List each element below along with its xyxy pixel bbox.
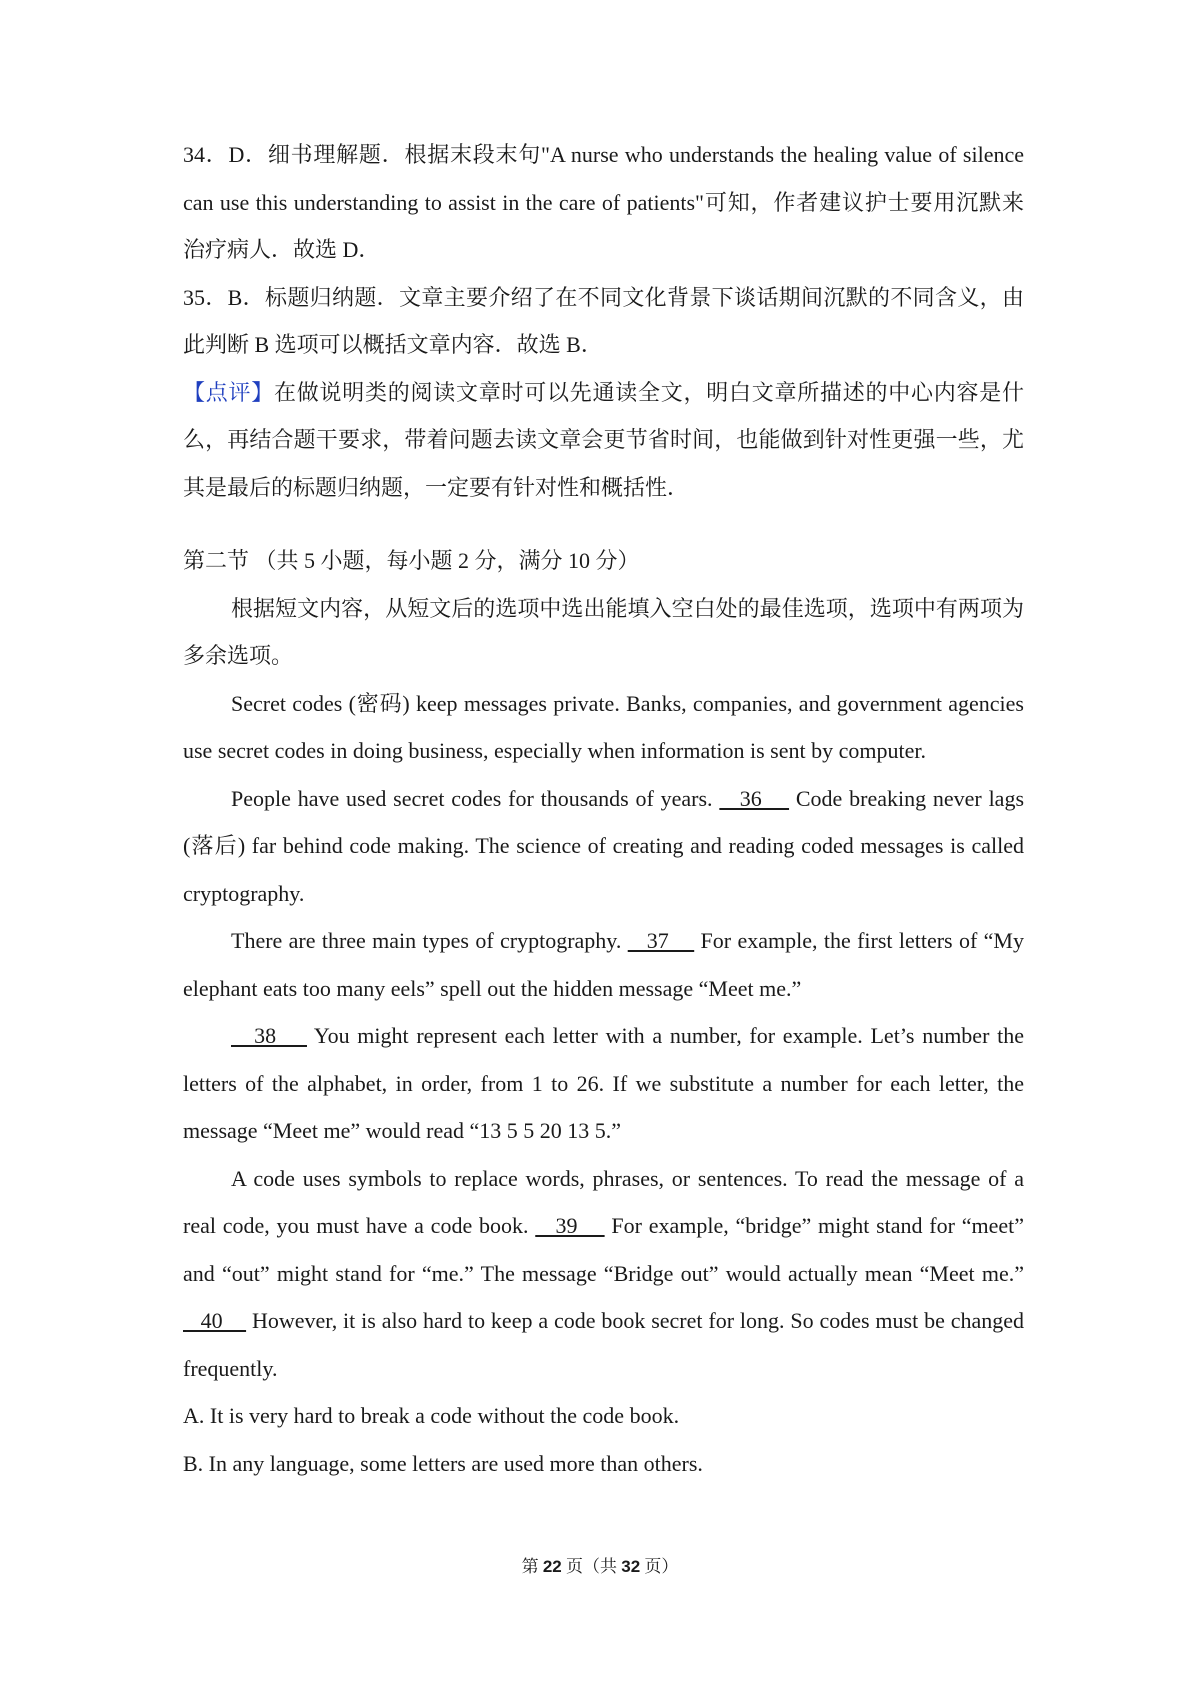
option-b: B. In any language, some letters are used more than others. <box>183 1450 703 1476</box>
passage-text: People have used secret codes for thousands of years. <box>231 785 720 811</box>
section-heading: 第二节 （共 5 小题，每小题 2 分，满分 10 分） <box>183 548 640 573</box>
explanation-q34: 34．D．细书理解题．根据末段末句"A nurse who understands the healing value of silence can use this understanding to assist in the care of patients"可知，作者建议护士要用沉默来治疗病人．故选 D． <box>183 142 1024 262</box>
passage-text: For example, the first letters of “My elephant eats too many eels” spell out the hidden message “Meet me.” <box>183 928 1024 1001</box>
passage-text: You might represent each letter with a number, for example. Let’s number the letters of the alphabet, in order, from 1 to 26. If we substitute a number for each letter, the message “Meet me” would read “13 5 5 20 13 5.” <box>183 1023 1024 1143</box>
passage-text: For example, “bridge” might stand for “meet” and “out” might stand for “me.” The message “Bridge out” would actually mean “Meet me.” <box>183 1213 1025 1286</box>
page-number: 22 <box>542 1557 562 1576</box>
blank-38: 38 <box>231 1023 307 1048</box>
comment-tag: 【点评】 <box>183 379 274 405</box>
blank-36: 36 <box>719 785 790 811</box>
comment-paragraph <box>183 369 1024 512</box>
comment-text: 在做说明类的阅读文章时可以先通读全文，明白文章所描述的中心内容是什么，再结合题干要求，带着问题去读文章会更节省时间，也能做到针对性更强一些，尤其是最后的标题归纳题，一定要有针对性和概括性． <box>183 379 1024 500</box>
passage-paragraph-1: Secret codes (密码) keep messages private. Banks, companies, and government agencies use secret codes in doing business, especially when information is sent by computer. <box>183 690 1024 763</box>
blank-39: 39 <box>535 1213 605 1238</box>
passage-paragraph-3 <box>183 917 1024 1012</box>
passage-paragraph-2 <box>183 775 1024 918</box>
footer-suffix: 页） <box>640 1557 679 1576</box>
explanation-q35: 35．B．标题归纳题．文章主要介绍了在不同文化背景下谈话期间沉默的不同含义，由此判断 B 选项可以概括文章内容．故选 B． <box>183 284 1024 357</box>
blank-37: 37 <box>627 928 695 953</box>
footer-prefix: 第 <box>521 1557 543 1576</box>
passage-text: A code uses symbols to replace words, phrases, or sentences. To read the message of a real code, you must have a code book. <box>183 1165 1024 1238</box>
passage-paragraph-4 <box>183 1012 1024 1155</box>
passage-text: Code breaking never lags (落后) far behind code making. The science of creating and reading coded messages is called cryptography. <box>183 785 1025 906</box>
passage-paragraph-5 <box>183 1155 1024 1393</box>
section-gap <box>183 511 1024 537</box>
section-instructions: 根据短文内容，从短文后的选项中选出能填入空白处的最佳选项，选项中有两项为多余选项。 <box>183 595 1024 668</box>
content-body <box>183 131 1024 1487</box>
passage-text: There are three main types of cryptography. <box>231 928 628 953</box>
option-a: A. It is very hard to break a code without the code book. <box>183 1403 680 1428</box>
page-total: 32 <box>621 1557 641 1576</box>
blank-40: 40 <box>183 1308 247 1333</box>
footer-middle: 页（共 <box>561 1557 622 1576</box>
passage-text: However, it is also hard to keep a code book secret for long. So codes must be changed frequently. <box>183 1308 1025 1381</box>
page-footer <box>0 1552 1200 1577</box>
